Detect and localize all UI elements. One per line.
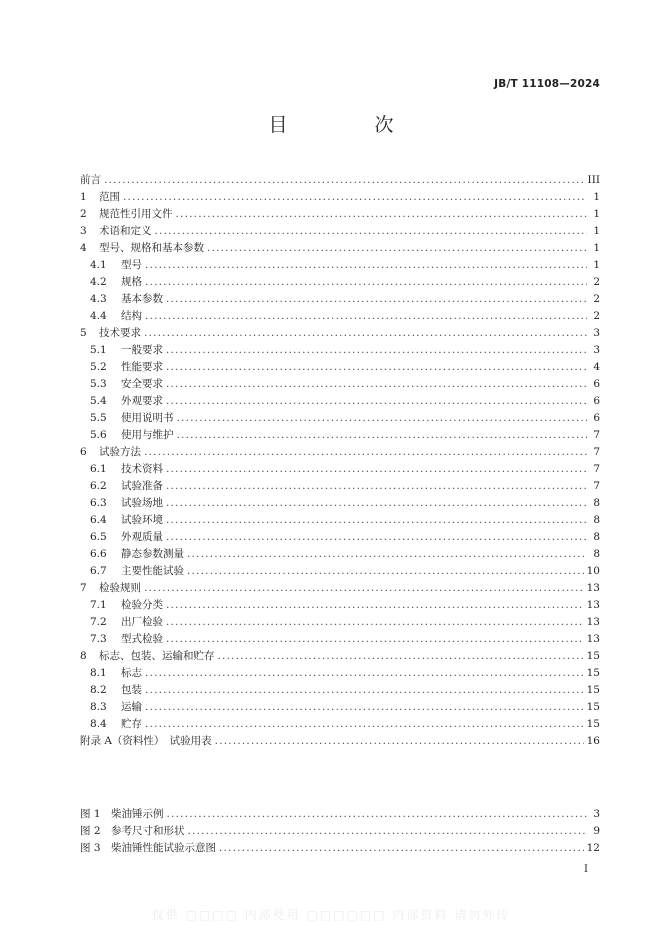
- toc-entry-number: 4.1: [90, 259, 107, 271]
- dot-leader: [166, 495, 587, 512]
- toc-entry-label: 一般要求: [121, 344, 163, 356]
- toc-entry-label: 范围: [99, 191, 120, 203]
- toc-entry[interactable]: [80, 427, 600, 444]
- toc-entry-number: 5: [80, 327, 87, 339]
- toc-entry[interactable]: [80, 733, 600, 750]
- toc-entry-number: 3: [80, 225, 87, 237]
- toc-entry-label: 试验场地: [121, 497, 163, 509]
- toc-entry-label: 基本参数: [121, 293, 163, 305]
- dot-leader: [166, 631, 584, 648]
- toc-entry-number: 5.1: [90, 344, 107, 356]
- toc-entry-number: 6.7: [90, 565, 107, 577]
- toc-entry-page: 8: [593, 531, 600, 543]
- toc-entry-label: 技术资料: [121, 463, 163, 475]
- dot-leader: [166, 529, 587, 546]
- toc-entry[interactable]: [80, 342, 600, 359]
- toc-entry[interactable]: [80, 189, 600, 206]
- toc-entry-label: 静态参数测量: [121, 548, 184, 560]
- figure-entry[interactable]: [80, 840, 600, 857]
- dot-leader: [219, 840, 584, 857]
- dot-leader: [145, 274, 587, 291]
- dot-leader: [166, 597, 584, 614]
- toc-entry-label: 参考尺寸和形状: [111, 825, 185, 837]
- toc-entry-page: 9: [593, 825, 600, 837]
- toc-entry-label: 检验规则: [99, 582, 141, 594]
- toc-entry-label: 规格: [121, 276, 142, 288]
- toc-entry-number: 7: [80, 582, 87, 594]
- toc-entry-number: 4.4: [90, 310, 107, 322]
- toc-entry[interactable]: [80, 274, 600, 291]
- dot-leader: [167, 806, 588, 823]
- toc-entry[interactable]: [80, 478, 600, 495]
- toc-entry-label: 出厂检验: [121, 616, 163, 628]
- toc-entry-page: 13: [586, 582, 600, 594]
- toc-entry[interactable]: [80, 495, 600, 512]
- dot-leader: [177, 427, 588, 444]
- dot-leader: [166, 478, 587, 495]
- toc-entry-number: 5.6: [90, 429, 107, 441]
- toc-entry-page: 3: [593, 808, 600, 820]
- toc-entry[interactable]: [80, 308, 600, 325]
- page-number: I: [584, 864, 588, 875]
- standard-code: JB/T 11108—2024: [494, 78, 600, 90]
- toc-entry-number: 7.3: [90, 633, 107, 645]
- dot-leader: [177, 410, 588, 427]
- toc-entry-page: 3: [593, 327, 600, 339]
- watermark: 仅供 □□□□ 内部使用 □□□□□□ 内部资料 请勿外传: [151, 908, 511, 922]
- toc-entry-label: 柴油锤示例: [111, 808, 164, 820]
- toc-entry-number: 图 3: [80, 842, 101, 854]
- toc-entry-label: 外观要求: [121, 395, 163, 407]
- toc-entry-page: 15: [586, 718, 600, 730]
- dot-leader: [145, 257, 587, 274]
- dot-leader: [123, 189, 587, 206]
- toc-entry[interactable]: [80, 376, 600, 393]
- toc-entry-page: 2: [593, 310, 600, 322]
- toc-entry-page: 10: [586, 565, 600, 577]
- toc-entry-number: 5.3: [90, 378, 107, 390]
- toc-entry-page: 15: [586, 684, 600, 696]
- toc-entry-page: 3: [593, 344, 600, 356]
- toc-entry-page: 7: [593, 463, 600, 475]
- dot-leader: [166, 291, 587, 308]
- toc-entry-page: 1: [593, 225, 600, 237]
- toc-entry-label: 型号: [121, 259, 142, 271]
- toc-entry[interactable]: [80, 240, 600, 257]
- toc-entry[interactable]: [80, 529, 600, 546]
- toc-entry-page: 15: [586, 667, 600, 679]
- toc-entry-label: 检验分类: [121, 599, 163, 611]
- toc-entry-number: 6.6: [90, 548, 107, 560]
- toc-entry-number: 5.4: [90, 395, 107, 407]
- toc-entry-number: 8: [80, 650, 87, 662]
- toc-entry-number: 6.3: [90, 497, 107, 509]
- toc-entry-number: 5.2: [90, 361, 107, 373]
- toc-entry-page: 6: [593, 412, 600, 424]
- toc-entry-label: 安全要求: [121, 378, 163, 390]
- toc-entry-page: 12: [586, 842, 600, 854]
- toc-entry-page: 13: [586, 599, 600, 611]
- table-of-contents: [80, 172, 600, 750]
- toc-entry-page: 16: [586, 735, 600, 747]
- toc-entry-number: 6: [80, 446, 87, 458]
- toc-entry-number: 8.2: [90, 684, 107, 696]
- toc-entry[interactable]: [80, 597, 600, 614]
- toc-entry-label: 规范性引用文件: [99, 208, 173, 220]
- toc-entry[interactable]: [80, 512, 600, 529]
- toc-entry-number: 6.1: [90, 463, 107, 475]
- toc-entry-number: 8.1: [90, 667, 107, 679]
- toc-entry-number: 6.2: [90, 480, 107, 492]
- toc-entry-label: 试验环境: [121, 514, 163, 526]
- toc-entry-label: 术语和定义: [99, 225, 152, 237]
- dot-leader: [144, 325, 587, 342]
- toc-entry-page: 15: [586, 650, 600, 662]
- dot-leader: [218, 648, 584, 665]
- toc-entry-page: 7: [593, 446, 600, 458]
- toc-entry-page: 4: [593, 361, 600, 373]
- toc-entry-label: 试验准备: [121, 480, 163, 492]
- toc-entry[interactable]: [80, 393, 600, 410]
- dot-leader: [166, 359, 587, 376]
- toc-entry-number: 4.2: [90, 276, 107, 288]
- toc-entry-label: 标志: [121, 667, 142, 679]
- dot-leader: [144, 444, 587, 461]
- toc-entry-page: 8: [593, 514, 600, 526]
- toc-entry-number: 图 2: [80, 825, 101, 837]
- dot-leader: [166, 512, 587, 529]
- toc-entry[interactable]: [80, 546, 600, 563]
- toc-entry[interactable]: [80, 580, 600, 597]
- toc-entry-page: 7: [593, 480, 600, 492]
- dot-leader: [145, 665, 584, 682]
- toc-entry-number: 6.4: [90, 514, 107, 526]
- dot-leader: [155, 223, 588, 240]
- toc-entry[interactable]: [80, 665, 600, 682]
- toc-entry-label: 前言: [80, 174, 101, 186]
- toc-entry-number: 5.5: [90, 412, 107, 424]
- toc-entry-number: 6.5: [90, 531, 107, 543]
- toc-entry-number: 8.4: [90, 718, 107, 730]
- toc-entry-page: 2: [593, 276, 600, 288]
- dot-leader: [176, 206, 588, 223]
- toc-entry[interactable]: [80, 716, 600, 733]
- dot-leader: [166, 376, 587, 393]
- dot-leader: [215, 733, 584, 750]
- dot-leader: [145, 699, 584, 716]
- dot-leader: [187, 546, 587, 563]
- toc-entry-label: 性能要求: [121, 361, 163, 373]
- toc-entry[interactable]: [80, 206, 600, 223]
- toc-entry-number: 7.1: [90, 599, 107, 611]
- toc-entry[interactable]: [80, 563, 600, 580]
- toc-entry-label: 技术要求: [99, 327, 141, 339]
- toc-entry[interactable]: [80, 682, 600, 699]
- dot-leader: [145, 716, 584, 733]
- toc-entry-page: 1: [593, 191, 600, 203]
- toc-entry-page: 1: [593, 208, 600, 220]
- toc-entry-label: 附录 A（资料性） 试验用表: [80, 735, 212, 747]
- toc-entry-label: 贮存: [121, 718, 142, 730]
- toc-entry[interactable]: [80, 223, 600, 240]
- toc-entry-label: 型式检验: [121, 633, 163, 645]
- toc-entry-number: 8.3: [90, 701, 107, 713]
- toc-entry[interactable]: [80, 444, 600, 461]
- toc-entry-page: 6: [593, 395, 600, 407]
- toc-entry-label: 柴油锤性能试验示意图: [111, 842, 216, 854]
- toc-entry-number: 2: [80, 208, 87, 220]
- toc-entry-label: 使用与维护: [121, 429, 174, 441]
- toc-entry-page: 1: [593, 242, 600, 254]
- toc-entry-page: 6: [593, 378, 600, 390]
- toc-entry-label: 外观质量: [121, 531, 163, 543]
- dot-leader: [166, 461, 587, 478]
- toc-entry-page: 8: [593, 548, 600, 560]
- dot-leader: [145, 308, 587, 325]
- toc-entry-page: 13: [586, 633, 600, 645]
- figure-entry[interactable]: [80, 806, 600, 823]
- toc-entry[interactable]: [80, 410, 600, 427]
- toc-entry[interactable]: [80, 614, 600, 631]
- page-title: 目 次: [268, 114, 428, 136]
- toc-entry-label: 使用说明书: [121, 412, 174, 424]
- toc-entry-page: 13: [586, 616, 600, 628]
- toc-entry-label: 运输: [121, 701, 142, 713]
- toc-entry-page: 7: [593, 429, 600, 441]
- toc-entry-label: 主要性能试验: [121, 565, 184, 577]
- figure-entry[interactable]: [80, 823, 600, 840]
- dot-leader: [166, 342, 587, 359]
- dot-leader: [207, 240, 587, 257]
- toc-entry-number: 7.2: [90, 616, 107, 628]
- dot-leader: [145, 682, 584, 699]
- toc-entry-number: 图 1: [80, 808, 101, 820]
- toc-entry[interactable]: [80, 631, 600, 648]
- toc-entry-page: 8: [593, 497, 600, 509]
- dot-leader: [187, 563, 584, 580]
- toc-entry-label: 结构: [121, 310, 142, 322]
- dot-leader: [104, 172, 585, 189]
- toc-entry-page: 2: [593, 293, 600, 305]
- toc-entry[interactable]: [80, 325, 600, 342]
- dot-leader: [144, 580, 584, 597]
- toc-entry-label: 标志、包装、运输和贮存: [99, 650, 215, 662]
- toc-entry-label: 包装: [121, 684, 142, 696]
- toc-entry-page: 1: [593, 259, 600, 271]
- toc-entry-page: 15: [586, 701, 600, 713]
- toc-entry[interactable]: [80, 172, 600, 189]
- dot-leader: [166, 393, 587, 410]
- toc-entry[interactable]: [80, 648, 600, 665]
- figure-list: [80, 806, 600, 857]
- toc-entry-page: III: [587, 174, 600, 186]
- toc-entry[interactable]: [80, 359, 600, 376]
- toc-entry-number: 4.3: [90, 293, 107, 305]
- toc-entry-number: 1: [80, 191, 87, 203]
- toc-entry[interactable]: [80, 461, 600, 478]
- toc-entry-number: 4: [80, 242, 87, 254]
- toc-entry[interactable]: [80, 257, 600, 274]
- dot-leader: [188, 823, 588, 840]
- toc-entry-label: 型号、规格和基本参数: [99, 242, 204, 254]
- toc-entry-label: 试验方法: [99, 446, 141, 458]
- dot-leader: [166, 614, 584, 631]
- toc-entry[interactable]: [80, 291, 600, 308]
- toc-entry[interactable]: [80, 699, 600, 716]
